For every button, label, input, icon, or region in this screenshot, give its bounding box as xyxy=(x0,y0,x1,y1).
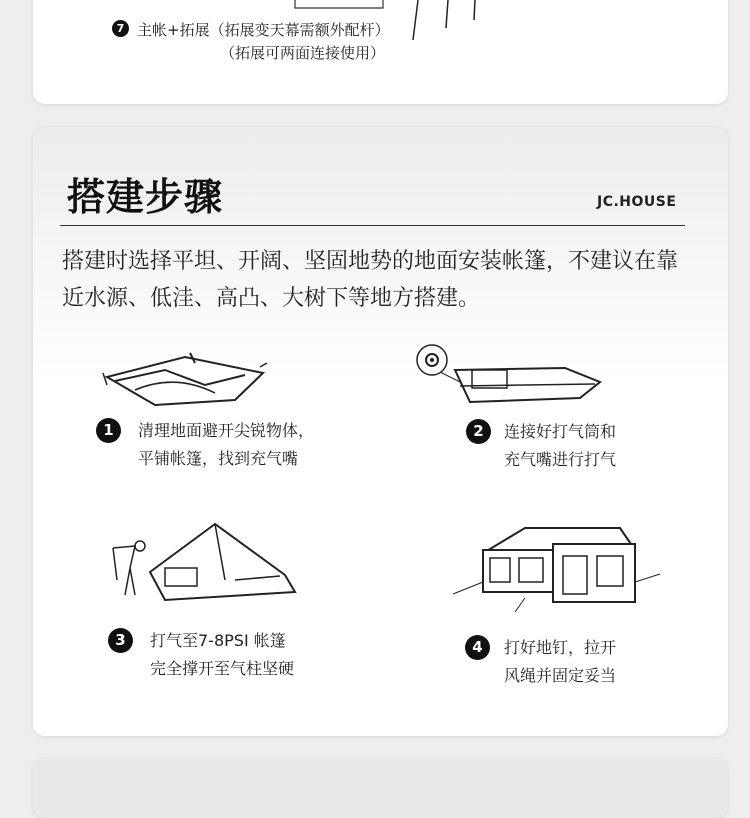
step1-line2: 平铺帐篷，找到充气嘴 xyxy=(138,449,299,468)
intro-text: 搭建时选择平坦、开阔、坚固地势的地面安装帐篷，不建议在靠近水源、低洼、高凸、大树下等地方搭建。 xyxy=(62,249,679,311)
step1-line1: 清理地面避开尖锐物体， xyxy=(138,421,315,440)
step4-line1: 打好地钉，拉开 xyxy=(504,638,617,657)
step4-line2: 风绳并固定妥当 xyxy=(504,666,617,685)
step4-illustration xyxy=(445,522,665,617)
step2-illustration xyxy=(410,340,610,410)
step1-number-badge: 1 xyxy=(96,418,121,443)
section-title: 搭建步骤 xyxy=(67,175,224,219)
step3-line1: 打气至7-8PSI 帐篷 xyxy=(150,631,286,650)
step1-illustration xyxy=(95,345,275,415)
next-card xyxy=(33,758,728,818)
top-note-line2: （拓展可两面连接使用） xyxy=(220,44,386,62)
step2-number-badge: 2 xyxy=(466,419,491,444)
step4-number-badge: 4 xyxy=(465,635,490,660)
step2-line1: 连接好打气筒和 xyxy=(504,422,617,441)
top-note-line1: 主帐+拓展（拓展变天幕需额外配杆） xyxy=(137,21,390,39)
brand-label: JC.HOUSE xyxy=(597,194,677,210)
step3-line2: 完全撑开至气柱坚硬 xyxy=(150,659,295,678)
title-divider xyxy=(60,225,685,226)
step3-number-badge: 3 xyxy=(108,628,133,653)
note-number-badge: 7 xyxy=(112,20,129,37)
step2-line2: 充气嘴进行打气 xyxy=(504,450,617,469)
step3-illustration xyxy=(105,520,305,610)
